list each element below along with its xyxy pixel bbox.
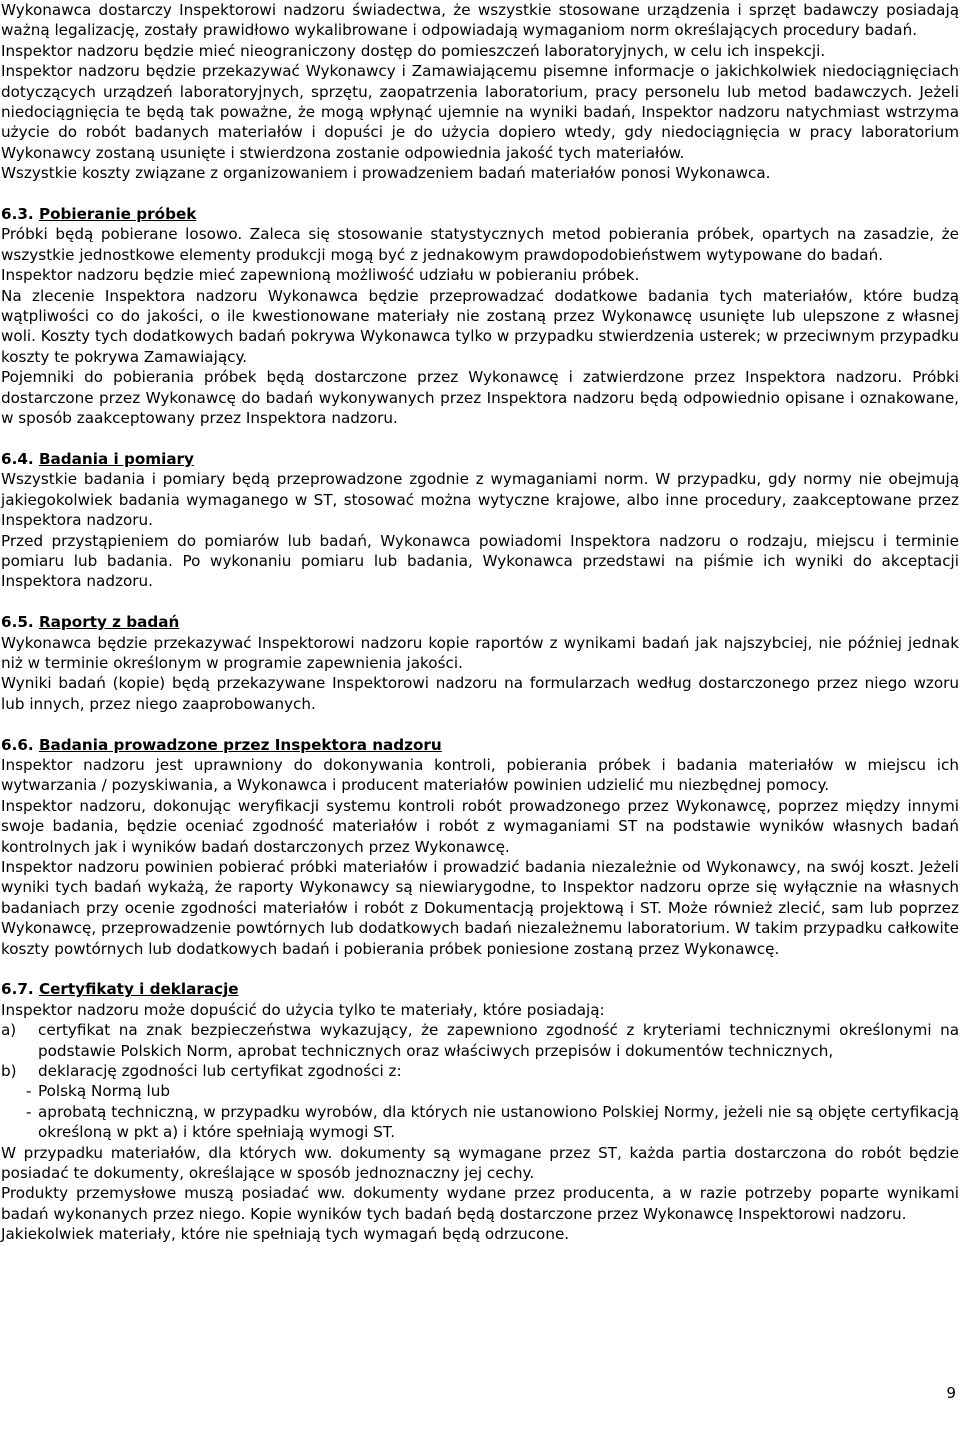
paragraph: Pojemniki do pobierania próbek będą dostarczone przez Wykonawcę i zatwierdzone przez Inspektora nadzoru. Próbki dostarczone przez Wykonawcę do badań wykonywanych przez Inspektora nadzoru będą odpowiednio opisane i oznakowane, w sposób zaakceptowany przez Inspektora nadzoru.: [1, 368, 959, 428]
section-heading-6-6: [1, 735, 959, 755]
section-number: 6.5.: [1, 613, 34, 632]
paragraph: Inspektor nadzoru jest uprawniony do dokonywania kontroli, pobierania próbek i badania materiałów w miejscu ich wytwarzania / pozyskiwania, a Wykonawca i producent materiałów powinien udzielić mu niezbędnej pomocy.: [1, 755, 959, 795]
page-number: 9: [946, 1384, 956, 1402]
paragraph: Inspektor nadzoru może dopuścić do użycia tylko te materiały, które posiadają:: [1, 1000, 605, 1019]
list-item-a: [1, 1020, 959, 1061]
dash-marker: -: [26, 1082, 32, 1101]
section-heading-6-7: [1, 979, 959, 999]
paragraph: Wykonawca będzie przekazywać Inspektorowi nadzoru kopie raportów z wynikami badań jak najszybciej, nie później jednak niż w terminie określonym w programie zapewnienia jakości.: [1, 633, 959, 672]
section-heading-6-5: [1, 612, 959, 632]
paragraph: Inspektor nadzoru, dokonując weryfikacji systemu kontroli robót prowadzonego przez Wykonawcę, poprzez między innymi swoje badania, będzie oceniać zgodność materiałów i robót z wymaganiami ST na podstawie wyników własnych badań kontrolnych jak i wyników badań dostarczonych przez Wykonawcę.: [1, 796, 959, 856]
paragraph: Produkty przemysłowe muszą posiadać ww. dokumenty wydane przez producenta, a w razie potrzeby poparte wynikami badań wykonanych przez niego. Kopie wyników tych badań będą dostarczone przez Wykonawcę Inspektorowi nadzoru.: [1, 1184, 959, 1223]
paragraph: Jakiekolwiek materiały, które nie spełniają tych wymagań będą odrzucone.: [1, 1225, 570, 1244]
list-item-text: certyfikat na znak bezpieczeństwa wykazujący, że zapewniono zgodność z kryteriami technicznymi określonymi na podstawie Polskich Norm, aprobat technicznych oraz właściwych przepisów i dokumentów technicznych,: [38, 1021, 959, 1060]
paragraph: Wszystkie badania i pomiary będą przeprowadzone zgodnie z wymaganiami norm. W przypadku, gdy normy nie obejmują jakiegokolwiek badania wymaganego w ST, stosować można wytyczne krajowe, albo inne procedury, zaakceptowane przez Inspektora nadzoru.: [1, 470, 959, 530]
section-title: Certyfikaty i deklaracje: [38, 980, 239, 999]
list-item-b: [1, 1061, 959, 1081]
sub-list-item-text: Polską Normą lub: [38, 1082, 171, 1101]
intro-paragraph: Wszystkie koszty związane z organizowaniem i prowadzeniem badań materiałów ponosi Wykonawca.: [1, 164, 771, 183]
paragraph: Wyniki badań (kopie) będą przekazywane Inspektorowi nadzoru na formularzach według dostarczonego przez niego wzoru lub innych, przez niego zaaprobowanych.: [1, 674, 959, 713]
document-page: [1, 0, 959, 1245]
intro-paragraph: Inspektor nadzoru będzie przekazywać Wykonawcy i Zamawiającemu pisemne informacje o jakichkolwiek niedociągnięciach dotyczących urządzeń laboratoryjnych, sprzętu, zaopatrzenia laboratorium, pracy personelu lub metod badawczych. Jeżeli niedociągnięcia te będą tak poważne, że mogą wpłynąć ujemnie na wyniki badań, Inspektor nadzoru natychmiast wstrzyma użycie do robót badanych materiałów i dopuści je do użycia dopiero wtedy, gdy niedociągnięcia w pracy laboratorium Wykonawcy zostaną usunięte i stwierdzona zostanie odpowiednia jakość tych materiałów.: [1, 62, 959, 162]
section-heading-6-4: [1, 449, 959, 469]
list-marker: b): [1, 1062, 17, 1081]
sub-list-item: [1, 1081, 959, 1101]
section-number: 6.7.: [1, 980, 34, 999]
section-heading-6-3: [1, 204, 959, 224]
paragraph: Przed przystąpieniem do pomiarów lub badań, Wykonawca powiadomi Inspektora nadzoru o rodzaju, miejscu i terminie pomiaru lub badania. Po wykonaniu pomiaru lub badania, Wykonawca przedstawi na piśmie ich wyniki do akceptacji Inspektora nadzoru.: [1, 531, 959, 591]
intro-paragraph: Inspektor nadzoru będzie mieć nieograniczony dostęp do pomieszczeń laboratoryjnych, w celu ich inspekcji.: [1, 41, 826, 60]
paragraph: Inspektor nadzoru powinien pobierać próbki materiałów i prowadzić badania niezależnie od Wykonawcy, na swój koszt. Jeżeli wyniki tych badań wykażą, że raporty Wykonawcy są niewiarygodne, to Inspektor nadzoru oprze się wyłącznie na własnych badaniach przy ocenie zgodności materiałów i robót z Dokumentacją projektową i ST. Może również zlecić, sam lub poprzez Wykonawcę, przeprowadzenie powtórnych lub dodatkowych badań niezależnemu laboratorium. W takim przypadku całkowite koszty powtórnych lub dodatkowych badań i pobierania próbek poniesione zostaną przez Wykonawcę.: [1, 858, 959, 958]
list-item-text: deklarację zgodności lub certyfikat zgodności z:: [38, 1062, 402, 1081]
section-number: 6.4.: [1, 449, 34, 468]
paragraph: Próbki będą pobierane losowo. Zaleca się stosowanie statystycznych metod pobierania próbek, opartych na zasadzie, że wszystkie jednostkowe elementy produkcji mogą być z jednakowym prawdopodobieństwem wytypowane do badań.: [1, 225, 959, 264]
section-title: Badania i pomiary: [38, 449, 194, 468]
paragraph: Na zlecenie Inspektora nadzoru Wykonawca będzie przeprowadzać dodatkowe badania tych materiałów, które budzą wątpliwości co do jakości, o ile kwestionowane materiały nie zostaną przez Wykonawcę usunięte lub ulepszone z własnej woli. Koszty tych dodatkowych badań pokrywa Wykonawca tylko w przypadku stwierdzenia usterek; w przeciwnym przypadku koszty te pokrywa Zamawiający.: [1, 286, 959, 366]
sub-list-item: [1, 1102, 959, 1143]
section-title: Badania prowadzone przez Inspektora nadzoru: [38, 735, 442, 754]
paragraph: W przypadku materiałów, dla których ww. dokumenty są wymagane przez ST, każda partia dostarczona do robót będzie posiadać te dokumenty, określające w sposób jednoznaczny jej cechy.: [1, 1143, 959, 1183]
section-title: Raporty z badań: [38, 613, 180, 632]
list-marker: a): [1, 1021, 17, 1040]
sub-list-item-text: aprobatą techniczną, w przypadku wyrobów, dla których nie ustanowiono Polskiej Normy, jeżeli nie są objęte certyfikacją określoną w pkt a) i które spełniają wymogi ST.: [38, 1102, 959, 1142]
section-number: 6.6.: [1, 735, 34, 754]
section-title: Pobieranie próbek: [38, 205, 197, 224]
paragraph: Inspektor nadzoru będzie mieć zapewnioną możliwość udziału w pobieraniu próbek.: [1, 266, 640, 285]
intro-paragraph: Wykonawca dostarczy Inspektorowi nadzoru świadectwa, że wszystkie stosowane urządzenia i sprzęt badawczy posiadają ważną legalizację, zostały prawidłowo wykalibrowane i odpowiadają wymaganiom norm określających procedury badań.: [1, 1, 959, 40]
dash-marker: -: [26, 1102, 32, 1121]
section-number: 6.3.: [1, 205, 34, 224]
